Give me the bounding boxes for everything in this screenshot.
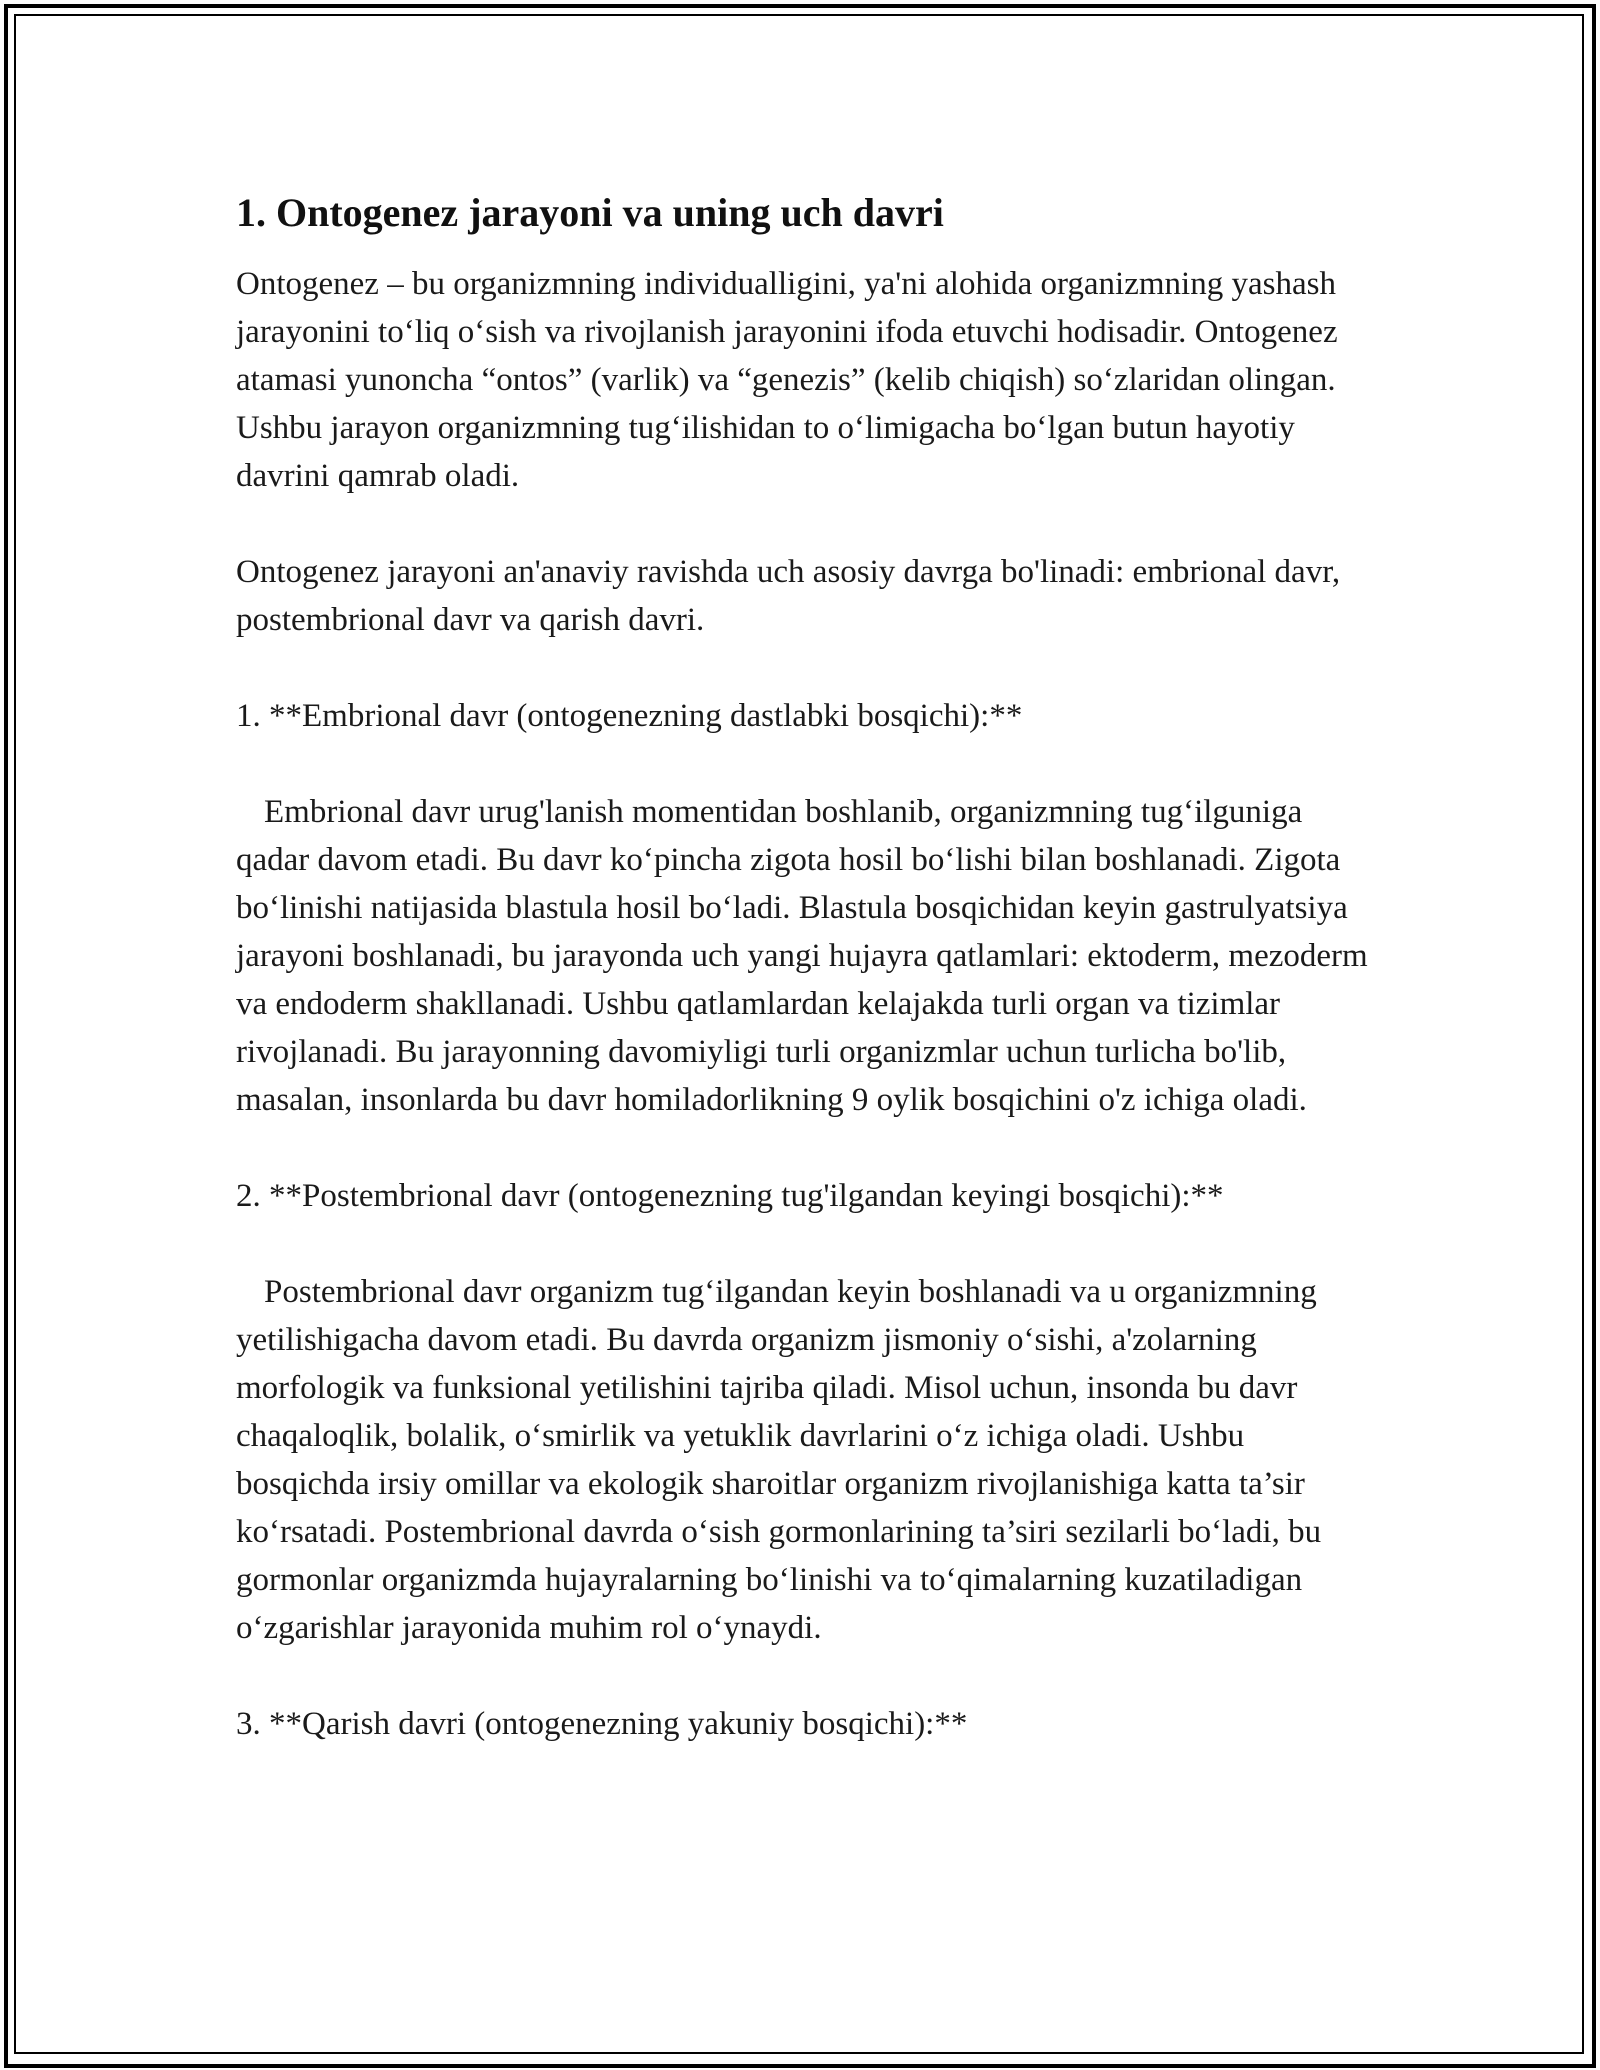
paragraph-postembrional: Postembrional davr organizm tug‘ilgandan keyin boshlanadi va u organizmning yetilishigacha davom etadi. Bu davrda organizm jismoniy o‘sishi, a'zolarning morfologik va funksional yetilishini tajriba qiladi. Misol uchun, insonda bu davr chaqaloqlik, bolalik, o‘smirlik va yetuklik davrlarini o‘z ichiga oladi. Ushbu bosqichda irsiy omillar va ekologik sharoitlar organizm rivojlanishiga katta ta’sir ko‘rsatadi. Postembrional davrda o‘sish gormonlarining ta’siri sezilarli bo‘ladi, bu gormonlar organizmda hujayralarning bo‘linishi va to‘qimalarning kuzatiladigan o‘zgarishlar jarayonida muhim rol o‘ynaydi. bbox=[236, 1274, 1322, 1646]
paragraph-periods-intro: Ontogenez jarayoni an'anaviy ravishda uch asosiy davrga bo'linadi: embrional davr, postembrional davr va qarish davri. bbox=[236, 554, 1341, 638]
section-heading-qarish: 3. **Qarish davri (ontogenezning yakuniy bosqichi):** bbox=[236, 1706, 968, 1742]
paragraph-spacer bbox=[236, 1220, 1376, 1268]
paragraph-spacer bbox=[236, 500, 1376, 548]
section-heading-postembrional: 2. **Postembrional davr (ontogenezning tug'ilgandan keyingi bosqichi):** bbox=[236, 1178, 1224, 1214]
section-heading-embrional: 1. **Embrional davr (ontogenezning dastlabki bosqichi):** bbox=[236, 698, 1023, 734]
paragraph-spacer bbox=[236, 1652, 1376, 1700]
paragraph-definition: Ontogenez – bu organizmning individualligini, ya'ni alohida organizmning yashash jarayonini to‘liq o‘sish va rivojlanish jarayonini ifoda etuvchi hodisadir. Ontogenez atamasi yunoncha “ontos” (varlik) va “genezis” (kelib chiqish) so‘zlaridan olingan. Ushbu jarayon organizmning tug‘ilishidan to o‘limigacha bo‘lgan butun hayotiy davrini qamrab oladi. bbox=[236, 266, 1338, 494]
paragraph-spacer bbox=[236, 740, 1376, 788]
document-title: 1. Ontogenez jarayoni va uning uch davri bbox=[236, 190, 944, 235]
document-body bbox=[236, 186, 1376, 1748]
paragraph-spacer bbox=[236, 1124, 1376, 1172]
paragraph-spacer bbox=[236, 644, 1376, 692]
paragraph-embrional: Embrional davr urug'lanish momentidan boshlanib, organizmning tug‘ilguniga qadar davom etadi. Bu davr ko‘pincha zigota hosil bo‘lishi bilan boshlanadi. Zigota bo‘linishi natijasida blastula hosil bo‘ladi. Blastula bosqichidan keyin gastrulyatsiya jarayoni boshlanadi, bu jarayonda uch yangi hujayra qatlamlari: ektoderm, mezoderm va endoderm shakllanadi. Ushbu qatlamlardan kelajakda turli organ va tizimlar rivojlanadi. Bu jarayonning davomiyligi turli organizmlar uchun turlicha bo'lib, masalan, insonlarda bu davr homiladorlikning 9 oylik bosqichini o'z ichiga oladi. bbox=[236, 794, 1368, 1118]
